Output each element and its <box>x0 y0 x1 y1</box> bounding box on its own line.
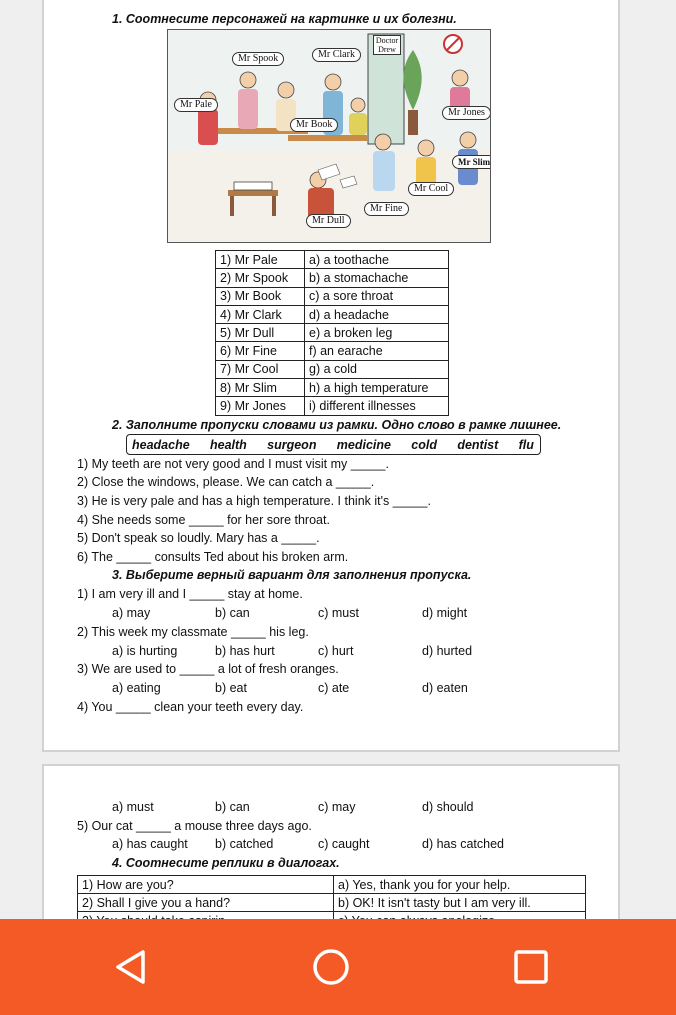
q2-option-c: c) hurt <box>318 644 354 658</box>
word-item: health <box>210 437 247 452</box>
word-item: headache <box>132 437 190 452</box>
q5-option-d: d) has catched <box>422 837 504 851</box>
table-row: 2) Shall I give you a hand? b) OK! It isn't tasty but I am very ill. <box>78 894 586 912</box>
word-item: dentist <box>457 437 499 452</box>
task3-heading: 3. Выберите верный вариант для заполнения пропуска. <box>112 568 472 582</box>
q4-option-b: b) can <box>215 800 250 814</box>
table-row: 7) Mr Cool g) a cold <box>216 360 449 378</box>
task3-question-1: 1) I am very ill and I _____ stay at home. <box>77 587 303 601</box>
q3-option-d: d) eaten <box>422 681 468 695</box>
table-row: 4) Mr Clark d) a headache <box>216 305 449 323</box>
table-row: 6) Mr Fine f) an earache <box>216 342 449 360</box>
android-navigation-bar <box>0 919 676 1015</box>
recents-icon[interactable] <box>511 947 551 987</box>
tag-mr-book: Mr Book <box>290 118 338 132</box>
task1-heading: 1. Соотнесите персонажей на картинке и их болезни. <box>112 12 457 26</box>
worksheet-page-2 <box>42 764 620 934</box>
q3-option-b: b) eat <box>215 681 247 695</box>
tag-mr-cool: Mr Cool <box>408 182 454 196</box>
q5-option-c: c) caught <box>318 837 370 851</box>
q1-option-c: c) must <box>318 606 359 620</box>
q4-option-c: c) may <box>318 800 356 814</box>
word-item: cold <box>411 437 437 452</box>
characters-illnesses-table <box>215 250 449 416</box>
q1-option-b: b) can <box>215 606 250 620</box>
q2-option-d: d) hurted <box>422 644 473 658</box>
home-icon[interactable] <box>311 947 351 987</box>
tag-mr-pale: Mr Pale <box>174 98 218 112</box>
word-box <box>126 434 541 455</box>
task2-sentence-4: 4) She needs some _____ for her sore throat. <box>77 513 330 527</box>
task3-question-5: 5) Our cat _____ a mouse three days ago. <box>77 819 312 833</box>
tag-mr-clark: Mr Clark <box>312 48 361 62</box>
doctor-waiting-room-picture <box>167 29 491 243</box>
tag-mr-dull: Mr Dull <box>306 214 351 228</box>
worksheet-page-1 <box>42 0 620 752</box>
task4-heading: 4. Соотнесите реплики в диалогах. <box>112 856 340 870</box>
q4-option-a: a) must <box>112 800 154 814</box>
q5-option-a: a) has caught <box>112 837 188 851</box>
q2-option-a: a) is hurting <box>112 644 178 658</box>
table-row: 1) Mr Pale a) a toothache <box>216 251 449 269</box>
word-item: flu <box>518 437 534 452</box>
q2-option-b: b) has hurt <box>215 644 275 658</box>
q3-option-c: c) ate <box>318 681 350 695</box>
table-row: 2) Mr Spook b) a stomachache <box>216 269 449 287</box>
task2-sentence-1: 1) My teeth are not very good and I must visit my _____. <box>77 457 389 471</box>
q4-option-d: d) should <box>422 800 474 814</box>
q1-option-d: d) might <box>422 606 468 620</box>
table-row: 1) How are you? a) Yes, thank you for your help. <box>78 876 586 894</box>
tag-mr-fine: Mr Fine <box>364 202 409 216</box>
task3-question-4: 4) You _____ clean your teeth every day. <box>77 700 304 714</box>
table-row: 8) Mr Slim h) a high temperature <box>216 379 449 397</box>
table-row: 3) Mr Book c) a sore throat <box>216 287 449 305</box>
word-item: medicine <box>336 437 391 452</box>
word-item: surgeon <box>267 437 317 452</box>
task2-sentence-3: 3) He is very pale and has a high temperature. I think it's _____. <box>77 494 431 508</box>
tag-mr-spook: Mr Spook <box>232 52 284 66</box>
q5-option-b: b) catched <box>215 837 274 851</box>
task2-sentence-6: 6) The _____ consults Ted about his broken arm. <box>77 550 349 564</box>
q3-option-a: a) eating <box>112 681 161 695</box>
tag-mr-jones: Mr Jones <box>442 106 491 120</box>
task2-sentence-2: 2) Close the windows, please. We can catch a _____. <box>77 475 375 489</box>
task3-question-3: 3) We are used to _____ a lot of fresh oranges. <box>77 662 339 676</box>
table-row: 5) Mr Dull e) a broken leg <box>216 324 449 342</box>
doctor-door-sign: Doctor Drew <box>373 35 401 55</box>
tag-mr-slim: Mr Slim <box>452 155 491 169</box>
back-icon[interactable] <box>111 947 151 987</box>
task2-heading: 2. Заполните пропуски словами из рамки. Одно слово в рамке лишнее. <box>112 418 562 432</box>
task2-sentence-5: 5) Don't speak so loudly. Mary has a _____. <box>77 531 320 545</box>
task3-question-2: 2) This week my classmate _____ his leg. <box>77 625 309 639</box>
table-row: 9) Mr Jones i) different illnesses <box>216 397 449 415</box>
q1-option-a: a) may <box>112 606 151 620</box>
